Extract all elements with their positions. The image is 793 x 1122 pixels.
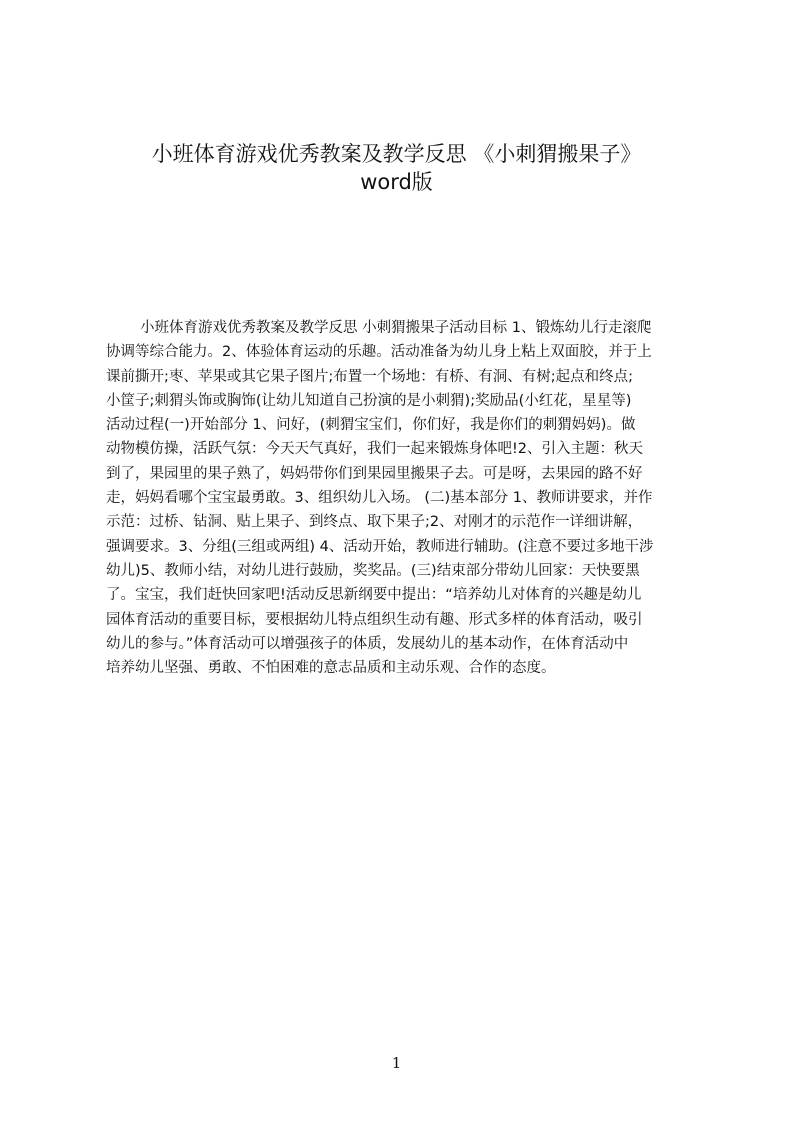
paragraph-line: 小筐子;刺猬头饰或胸饰(让幼儿知道自己扮演的是小刺猬);奖励品(小红花，星星等): [106, 392, 632, 409]
paragraph-line: 协调等综合能力。2、体验体育运动的乐趣。活动准备为幼儿身上粘上双面胶，并于上: [106, 344, 652, 361]
paragraph-line: 动物模仿操，活跃气氛：今天天气真好，我们一起来锻炼身体吧!2、引入主题：秋天: [106, 441, 644, 458]
paragraph-line: 示范：过桥、钻洞、贴上果子、到终点、取下果子;2、对刚才的示范作一详细讲解，: [106, 514, 643, 531]
page-number: 1: [391, 1054, 402, 1072]
paragraph-line: 走，妈妈看哪个宝宝最勇敢。3、组织幼儿入场。 (二)基本部分 1、教师讲要求，并作: [106, 490, 653, 507]
document-title: [0, 140, 793, 196]
paragraph-line: 活动过程(一)开始部分 1、问好，(刺猬宝宝们，你们好，我是你们的刺猬妈妈)。做: [106, 417, 636, 434]
paragraph-line: 培养幼儿坚强、勇敢、不怕困难的意志品质和主动乐观、合作的态度。: [106, 660, 556, 677]
title-line-1: 小班体育游戏优秀教案及教学反思 《小刺猬搬果子》: [151, 142, 642, 166]
paragraph-line: 小班体育游戏优秀教案及教学反思 小刺猬搬果子活动目标 1、锻炼幼儿行走滚爬: [140, 320, 652, 336]
paragraph-line: 到了，果园里的果子熟了，妈妈带你们到果园里搬果子去。可是呀，去果园的路不好: [106, 465, 643, 482]
title-line-2: word版: [360, 170, 433, 194]
paragraph-line: 幼儿)5、教师小结，对幼儿进行鼓励，奖奖品。(三)结束部分带幼儿回家：天快要黑: [106, 562, 640, 579]
body-paragraph: [106, 316, 696, 680]
paragraph-line: 强调要求。3、分组(三组或两组) 4、活动开始，教师进行辅助。(注意不要过多地干涉: [106, 538, 654, 555]
paragraph-line: 课前撕开;枣、苹果或其它果子图片;布置一个场地：有桥、有洞、有树;起点和终点;: [106, 368, 634, 385]
paragraph-line: 了。宝宝，我们赶快回家吧!活动反思新纲要中提出：“培养幼儿对体育的兴趣是幼儿: [106, 587, 642, 604]
paragraph-line: 幼儿的参与。”体育活动可以增强孩子的体质，发展幼儿的基本动作，在体育活动中: [106, 635, 629, 652]
paragraph-line: 园体育活动的重要目标，要根据幼儿特点组织生动有趣、形式多样的体育活动，吸引: [106, 611, 643, 628]
